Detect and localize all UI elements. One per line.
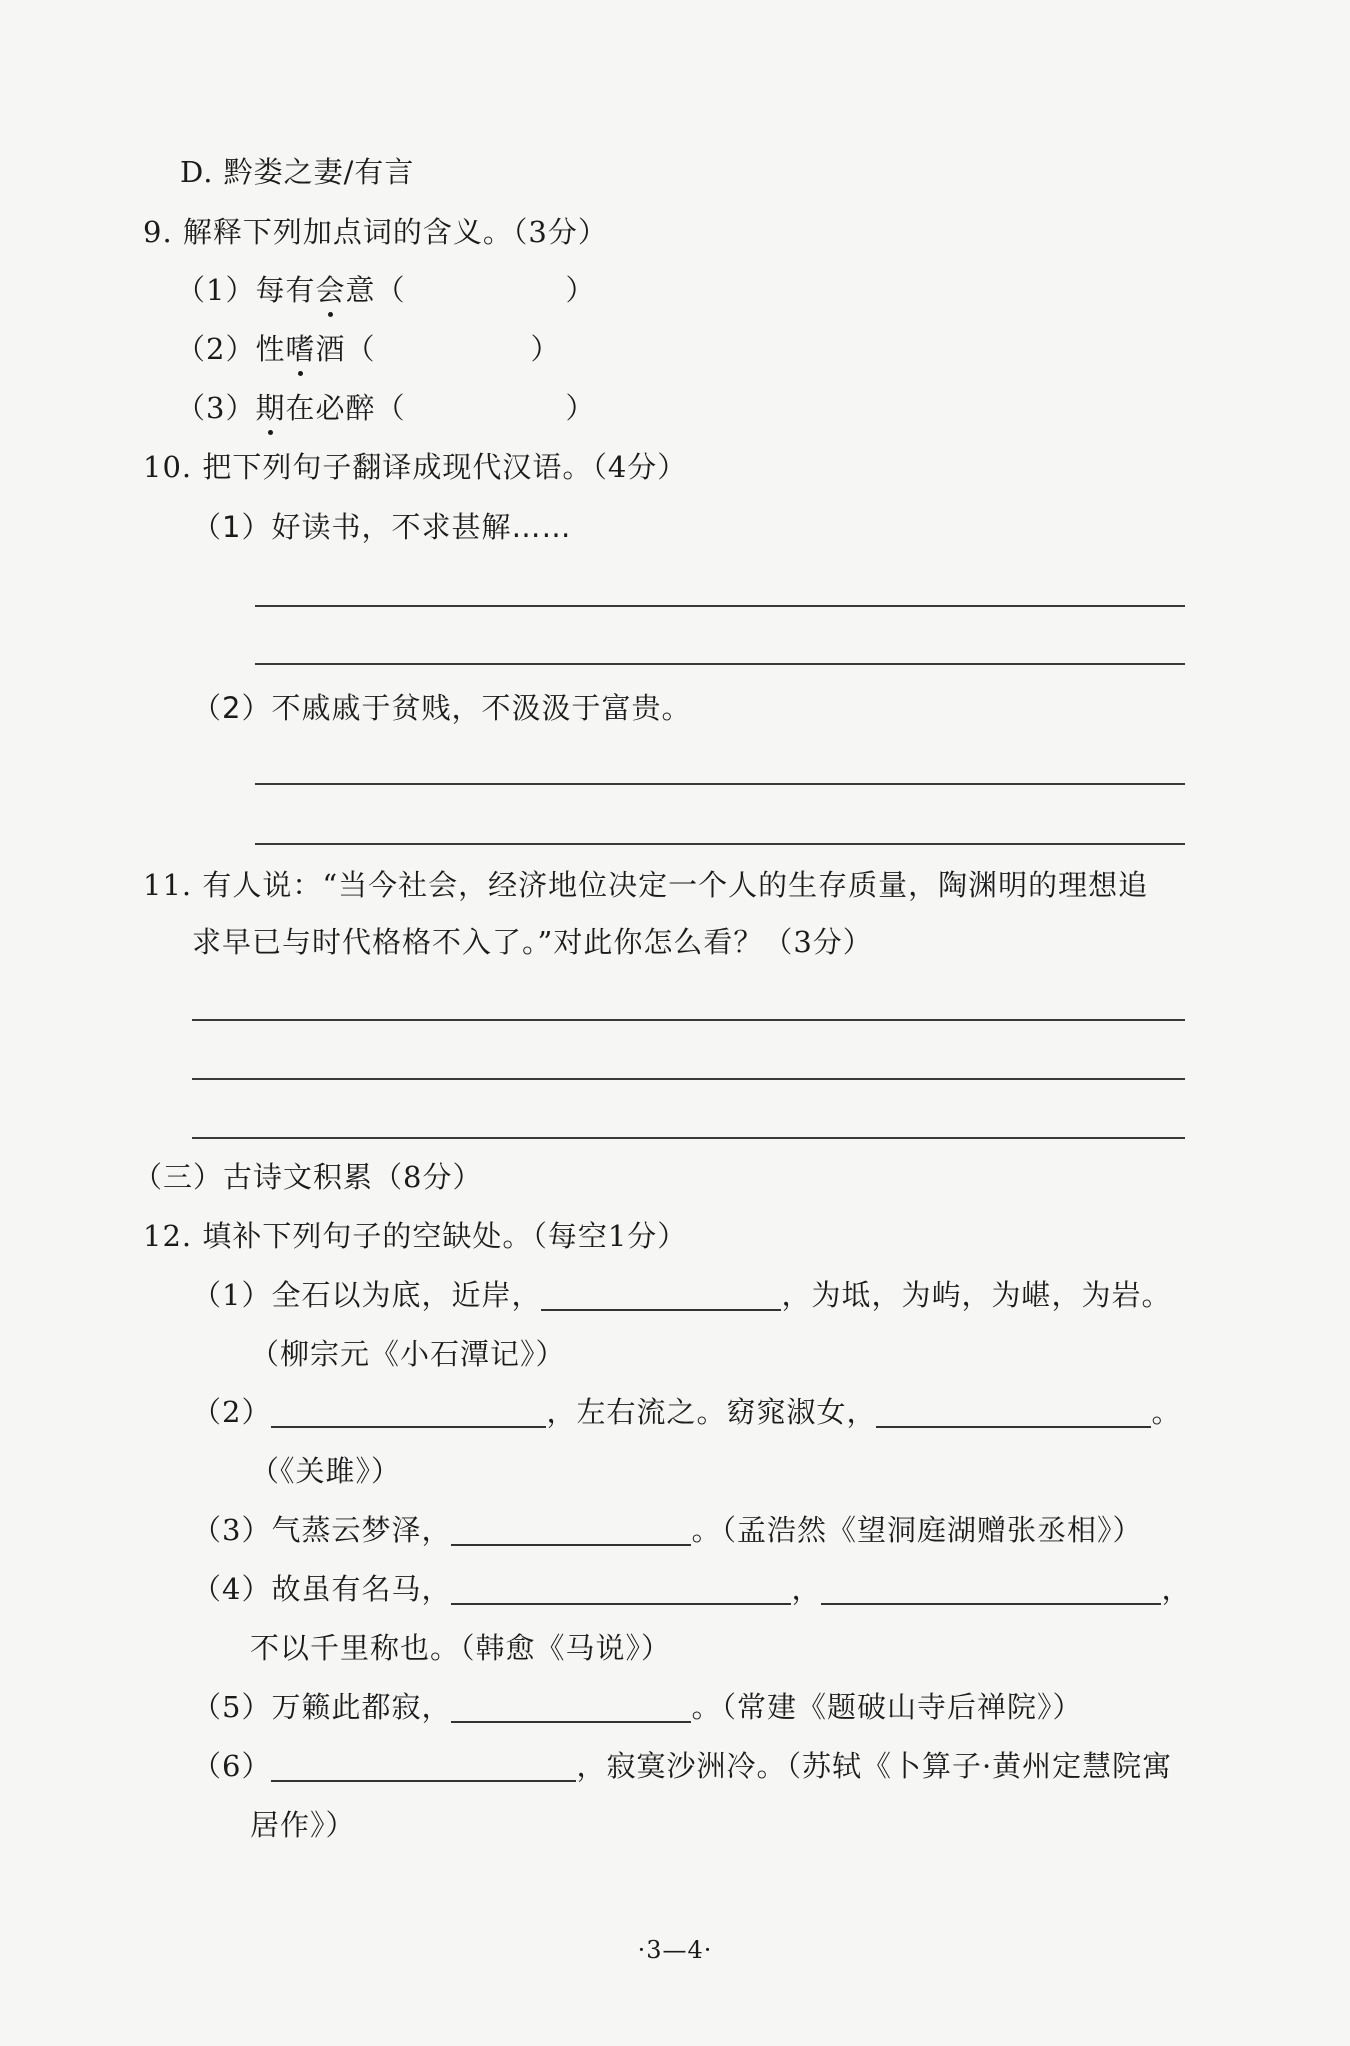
fill-blank — [541, 1279, 781, 1311]
section-3-title: （三）古诗文积累（8分） — [133, 1160, 483, 1194]
q12-item-6-cont: 居作》） — [250, 1808, 356, 1842]
answer-line — [255, 663, 1185, 665]
answer-line — [255, 783, 1185, 785]
emphasis-dot-char: 嗜 — [285, 329, 315, 369]
fill-blank — [451, 1573, 791, 1605]
emphasis-dot-char: 会 — [315, 270, 345, 310]
answer-line — [255, 605, 1185, 607]
q12-item-3: （3）气蒸云梦泽， 。（孟浩然《望洞庭湖赠张丞相》） — [192, 1513, 1143, 1547]
fill-blank — [271, 1396, 546, 1428]
q12-item-4: （4）故虽有名马， ， ， — [192, 1572, 1192, 1606]
q9-prompt: 9. 解释下列加点词的含义。（3分） — [143, 215, 608, 249]
q11-line-2: 求早已与时代格格不入了。”对此你怎么看？（3分） — [192, 925, 873, 959]
emphasis-dot-char: 期 — [255, 388, 285, 428]
answer-line — [192, 1078, 1185, 1080]
page-number: ·3—4· — [637, 1936, 713, 1964]
q9-item-3: （3）期在必醉（ ） — [176, 388, 596, 428]
q10-item-2: （2）不戚戚于贫贱，不汲汲于富贵。 — [192, 691, 692, 725]
answer-line — [255, 843, 1185, 845]
q10-item-1: （1）好读书，不求甚解…… — [192, 510, 572, 544]
q9-item-2: （2）性嗜酒（ ） — [176, 329, 561, 369]
answer-line — [192, 1019, 1185, 1021]
q12-item-5: （5）万籁此都寂， 。（常建《题破山寺后禅院》） — [192, 1690, 1083, 1724]
q11-line-1: 11. 有人说：“当今社会，经济地位决定一个人的生存质量，陶渊明的理想追 — [143, 868, 1149, 902]
fill-blank — [451, 1514, 691, 1546]
fill-blank — [271, 1750, 576, 1782]
q12-item-2-source: （《关雎》） — [250, 1454, 402, 1488]
q12-item-2: （2） ，左右流之。窈窕淑女， 。 — [192, 1395, 1182, 1429]
fill-blank — [821, 1573, 1161, 1605]
q12-item-6: （6） ，寂寞沙洲冷。（苏轼《卜算子·黄州定慧院寓 — [192, 1749, 1173, 1783]
fill-blank — [876, 1396, 1151, 1428]
q9-item-1: （1）每有会意（ ） — [176, 270, 596, 310]
fill-blank — [451, 1691, 691, 1723]
answer-line — [192, 1137, 1185, 1139]
q8-option-d: D. 黔娄之妻/有言 — [180, 155, 415, 189]
q12-item-1-source: （柳宗元《小石潭记》） — [250, 1337, 566, 1371]
q12-item-1: （1）全石以为底，近岸， ，为坻，为屿，为嵁，为岩。 — [192, 1278, 1172, 1312]
q12-item-4-cont: 不以千里称也。（韩愈《马说》） — [250, 1631, 672, 1665]
q10-prompt: 10. 把下列句子翻译成现代汉语。（4分） — [143, 450, 688, 484]
q12-prompt: 12. 填补下列句子的空缺处。（每空1分） — [143, 1219, 688, 1253]
